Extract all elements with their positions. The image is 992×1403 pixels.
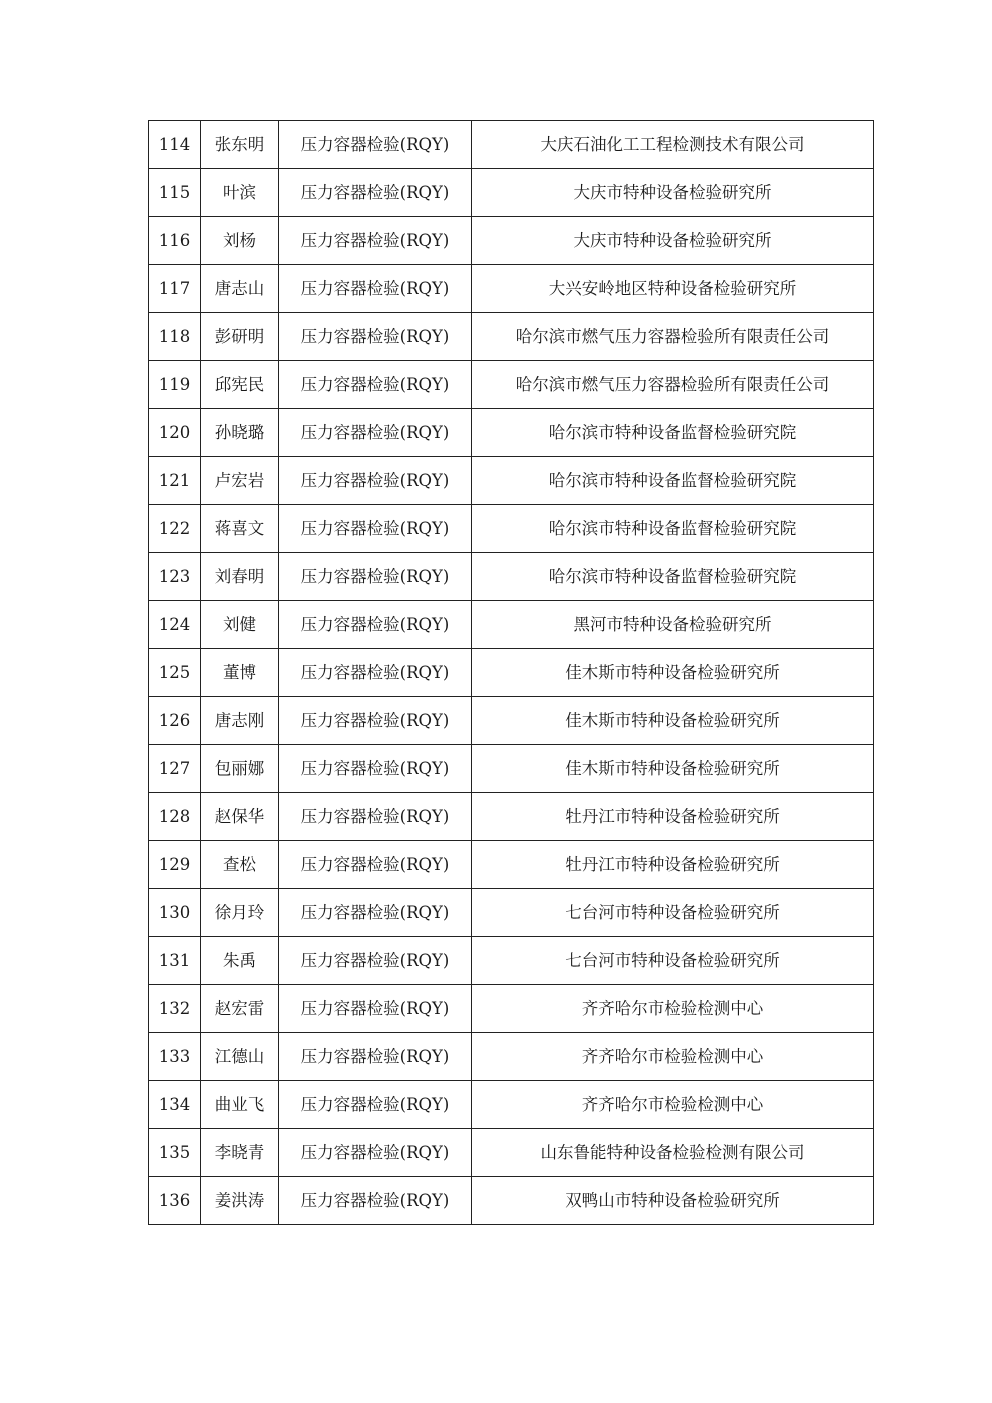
row-number-cell: 118: [149, 313, 201, 361]
row-number-cell: 134: [149, 1081, 201, 1129]
inspector-name-cell: 叶滨: [201, 169, 279, 217]
table-row: [149, 505, 874, 553]
table-row: [149, 1177, 874, 1225]
row-number-cell: 132: [149, 985, 201, 1033]
inspector-name-cell: 曲业飞: [201, 1081, 279, 1129]
table-row: [149, 1129, 874, 1177]
organization-cell: 七台河市特种设备检验研究所: [472, 889, 874, 937]
inspector-name-cell: 李晓青: [201, 1129, 279, 1177]
table-row: [149, 553, 874, 601]
inspection-item-cell: 压力容器检验(RQY): [279, 697, 472, 745]
inspector-name-cell: 查松: [201, 841, 279, 889]
organization-cell: 哈尔滨市特种设备监督检验研究院: [472, 553, 874, 601]
inspector-name-cell: 朱禹: [201, 937, 279, 985]
row-number-cell: 117: [149, 265, 201, 313]
row-number-cell: 135: [149, 1129, 201, 1177]
inspection-item-cell: 压力容器检验(RQY): [279, 937, 472, 985]
row-number-cell: 120: [149, 409, 201, 457]
inspection-item-cell: 压力容器检验(RQY): [279, 745, 472, 793]
inspector-name-cell: 卢宏岩: [201, 457, 279, 505]
inspector-name-cell: 刘杨: [201, 217, 279, 265]
row-number-cell: 115: [149, 169, 201, 217]
table-row: [149, 697, 874, 745]
organization-cell: 齐齐哈尔市检验检测中心: [472, 985, 874, 1033]
inspection-item-cell: 压力容器检验(RQY): [279, 985, 472, 1033]
row-number-cell: 133: [149, 1033, 201, 1081]
inspector-name-cell: 唐志刚: [201, 697, 279, 745]
inspection-item-cell: 压力容器检验(RQY): [279, 409, 472, 457]
personnel-table: [148, 120, 874, 1225]
inspection-item-cell: 压力容器检验(RQY): [279, 121, 472, 169]
organization-cell: 牡丹江市特种设备检验研究所: [472, 841, 874, 889]
organization-cell: 佳木斯市特种设备检验研究所: [472, 697, 874, 745]
table-row: [149, 649, 874, 697]
row-number-cell: 114: [149, 121, 201, 169]
row-number-cell: 131: [149, 937, 201, 985]
organization-cell: 哈尔滨市特种设备监督检验研究院: [472, 505, 874, 553]
inspector-name-cell: 江德山: [201, 1033, 279, 1081]
inspector-name-cell: 刘春明: [201, 553, 279, 601]
inspection-item-cell: 压力容器检验(RQY): [279, 1081, 472, 1129]
inspection-item-cell: 压力容器检验(RQY): [279, 1177, 472, 1225]
inspection-item-cell: 压力容器检验(RQY): [279, 217, 472, 265]
organization-cell: 大庆市特种设备检验研究所: [472, 169, 874, 217]
table-row: [149, 793, 874, 841]
inspector-name-cell: 彭研明: [201, 313, 279, 361]
inspection-item-cell: 压力容器检验(RQY): [279, 457, 472, 505]
organization-cell: 大兴安岭地区特种设备检验研究所: [472, 265, 874, 313]
row-number-cell: 116: [149, 217, 201, 265]
organization-cell: 哈尔滨市燃气压力容器检验所有限责任公司: [472, 313, 874, 361]
table-row: [149, 1033, 874, 1081]
inspection-item-cell: 压力容器检验(RQY): [279, 649, 472, 697]
row-number-cell: 121: [149, 457, 201, 505]
row-number-cell: 128: [149, 793, 201, 841]
inspection-item-cell: 压力容器检验(RQY): [279, 793, 472, 841]
inspector-name-cell: 包丽娜: [201, 745, 279, 793]
inspector-name-cell: 徐月玲: [201, 889, 279, 937]
row-number-cell: 125: [149, 649, 201, 697]
organization-cell: 大庆石油化工工程检测技术有限公司: [472, 121, 874, 169]
table-row: [149, 361, 874, 409]
organization-cell: 齐齐哈尔市检验检测中心: [472, 1033, 874, 1081]
inspector-name-cell: 张东明: [201, 121, 279, 169]
inspector-name-cell: 孙晓璐: [201, 409, 279, 457]
organization-cell: 佳木斯市特种设备检验研究所: [472, 649, 874, 697]
inspection-item-cell: 压力容器检验(RQY): [279, 1033, 472, 1081]
inspector-name-cell: 唐志山: [201, 265, 279, 313]
table-row: [149, 1081, 874, 1129]
inspection-item-cell: 压力容器检验(RQY): [279, 553, 472, 601]
table-row: [149, 121, 874, 169]
table-row: [149, 265, 874, 313]
organization-cell: 山东鲁能特种设备检验检测有限公司: [472, 1129, 874, 1177]
row-number-cell: 119: [149, 361, 201, 409]
row-number-cell: 124: [149, 601, 201, 649]
table-row: [149, 985, 874, 1033]
table-row: [149, 745, 874, 793]
inspection-item-cell: 压力容器检验(RQY): [279, 601, 472, 649]
table-row: [149, 217, 874, 265]
organization-cell: 双鸭山市特种设备检验研究所: [472, 1177, 874, 1225]
organization-cell: 哈尔滨市燃气压力容器检验所有限责任公司: [472, 361, 874, 409]
row-number-cell: 127: [149, 745, 201, 793]
table-row: [149, 409, 874, 457]
table-row: [149, 169, 874, 217]
row-number-cell: 129: [149, 841, 201, 889]
inspection-item-cell: 压力容器检验(RQY): [279, 889, 472, 937]
inspector-name-cell: 姜洪涛: [201, 1177, 279, 1225]
inspection-item-cell: 压力容器检验(RQY): [279, 265, 472, 313]
inspection-item-cell: 压力容器检验(RQY): [279, 169, 472, 217]
organization-cell: 哈尔滨市特种设备监督检验研究院: [472, 457, 874, 505]
inspection-item-cell: 压力容器检验(RQY): [279, 841, 472, 889]
organization-cell: 哈尔滨市特种设备监督检验研究院: [472, 409, 874, 457]
row-number-cell: 130: [149, 889, 201, 937]
inspector-name-cell: 刘健: [201, 601, 279, 649]
table-row: [149, 937, 874, 985]
inspector-name-cell: 邱宪民: [201, 361, 279, 409]
organization-cell: 佳木斯市特种设备检验研究所: [472, 745, 874, 793]
row-number-cell: 136: [149, 1177, 201, 1225]
organization-cell: 齐齐哈尔市检验检测中心: [472, 1081, 874, 1129]
row-number-cell: 126: [149, 697, 201, 745]
inspection-item-cell: 压力容器检验(RQY): [279, 1129, 472, 1177]
inspector-name-cell: 蒋喜文: [201, 505, 279, 553]
inspection-item-cell: 压力容器检验(RQY): [279, 505, 472, 553]
organization-cell: 黑河市特种设备检验研究所: [472, 601, 874, 649]
organization-cell: 牡丹江市特种设备检验研究所: [472, 793, 874, 841]
personnel-table-body: [149, 121, 874, 1225]
organization-cell: 大庆市特种设备检验研究所: [472, 217, 874, 265]
inspection-item-cell: 压力容器检验(RQY): [279, 361, 472, 409]
row-number-cell: 122: [149, 505, 201, 553]
table-row: [149, 313, 874, 361]
row-number-cell: 123: [149, 553, 201, 601]
table-row: [149, 457, 874, 505]
inspector-name-cell: 赵保华: [201, 793, 279, 841]
table-row: [149, 889, 874, 937]
table-row: [149, 601, 874, 649]
inspector-name-cell: 赵宏雷: [201, 985, 279, 1033]
organization-cell: 七台河市特种设备检验研究所: [472, 937, 874, 985]
inspector-name-cell: 董博: [201, 649, 279, 697]
table-row: [149, 841, 874, 889]
inspection-item-cell: 压力容器检验(RQY): [279, 313, 472, 361]
